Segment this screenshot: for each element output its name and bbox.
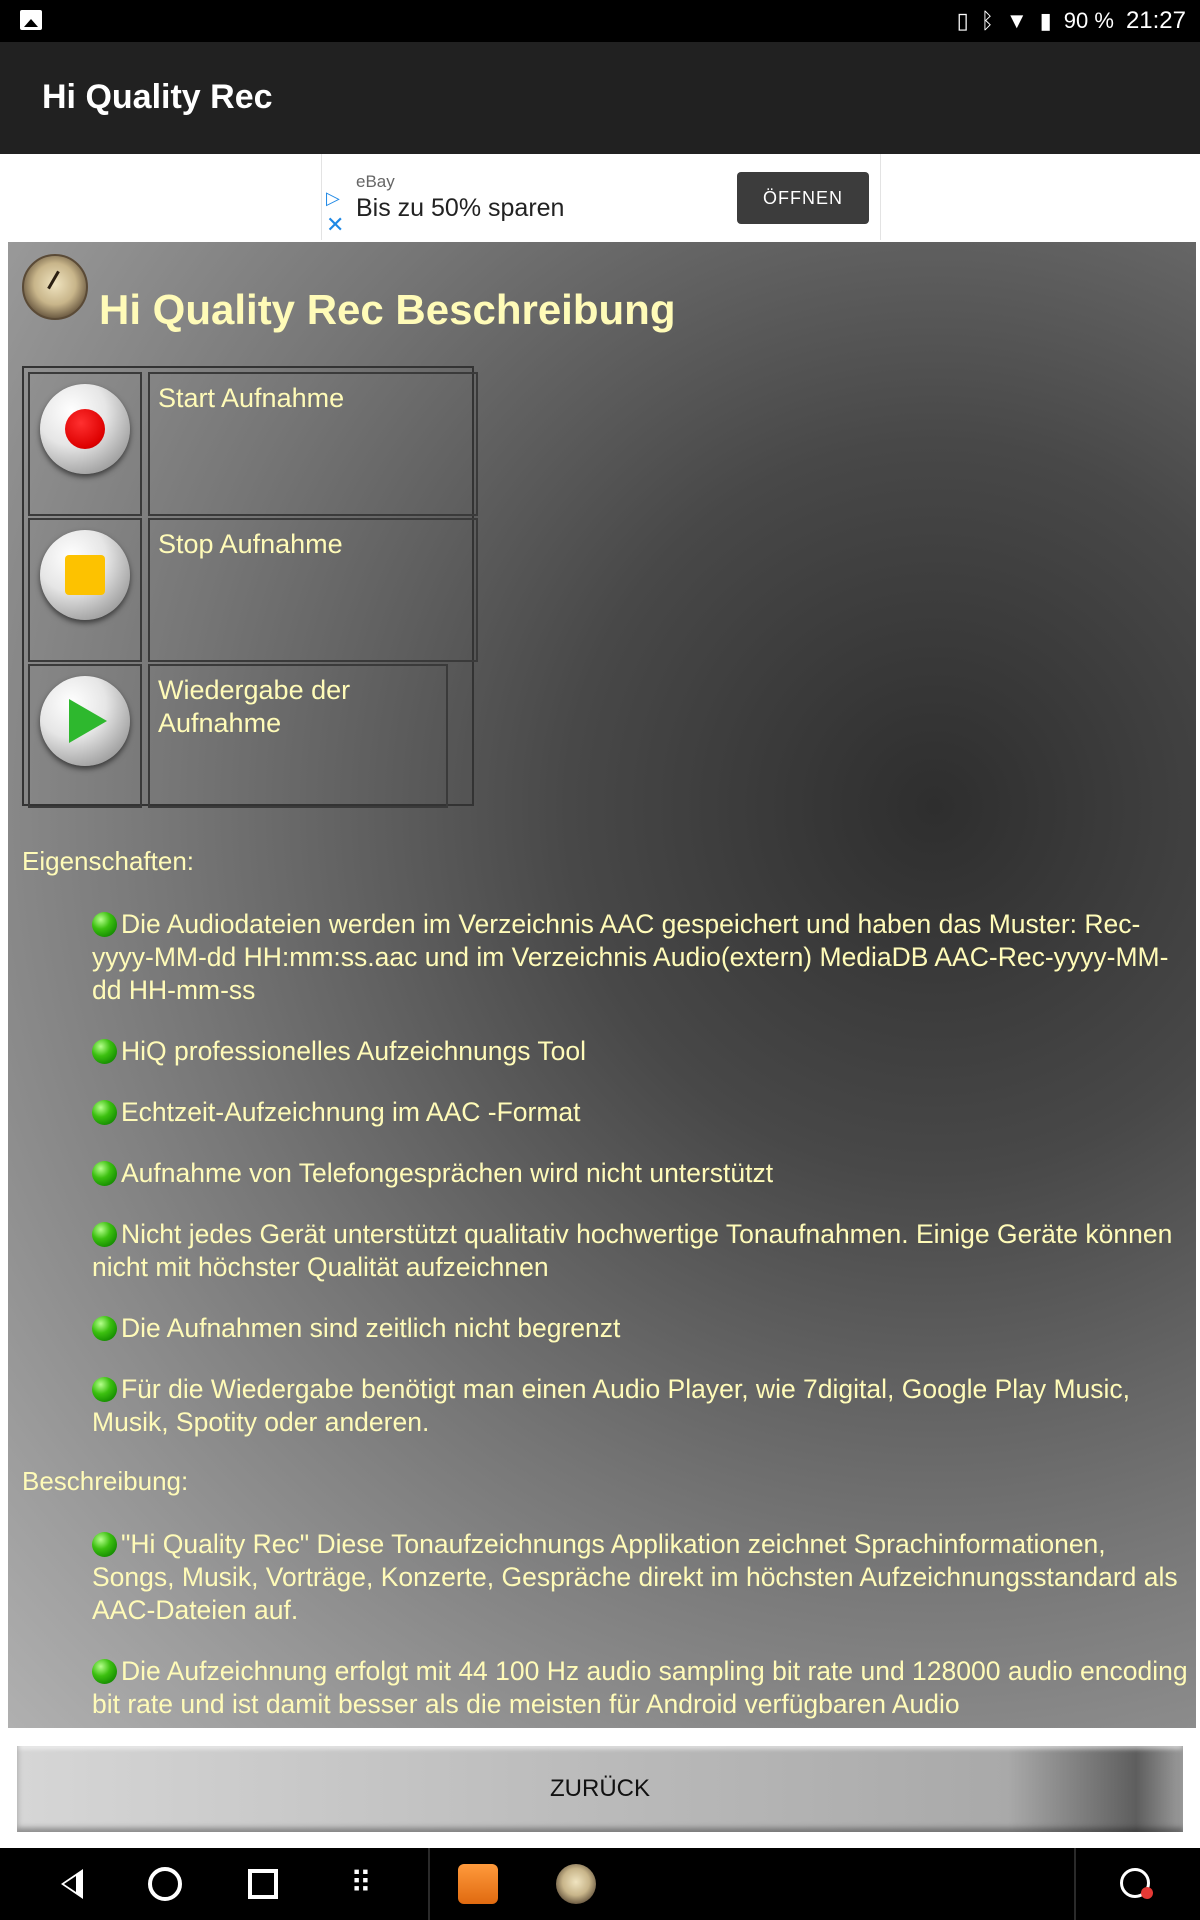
battery-icon: ▮	[1039, 8, 1052, 33]
status-right	[957, 0, 1186, 42]
image-icon	[20, 10, 42, 30]
list-item: Die Audiodateien werden im Verzeichnis AAC gespeichert und haben das Muster: Rec-yyyy-MM-dd HH:mm:ss.aac und im Verzeichnis Audio(extern) MediaDB AAC-Rec-yyyy-MM-dd HH-mm-ss	[92, 909, 1169, 1005]
app-bar	[0, 42, 1200, 154]
green-bullet-icon	[92, 1532, 117, 1557]
list-item: Aufnahme von Telefongesprächen wird nicht unterstützt	[92, 1157, 1192, 1190]
sim-icon: ▯	[956, 8, 969, 33]
list-item: Die Aufnahmen sind zeitlich nicht begrenzt	[92, 1312, 1192, 1345]
record-button[interactable]	[40, 384, 130, 474]
button-cell	[28, 372, 142, 516]
wifi-icon: ▼	[1005, 8, 1028, 33]
ad-headline[interactable]: Bis zu 50% sparen	[356, 194, 565, 222]
back-button-area	[0, 1728, 1200, 1848]
list-item: Nicht jedes Gerät unterstützt qualitativ hochwertige Tonaufnahmen. Einige Geräte können nicht mit höchster Qualität aufzeichnen	[92, 1219, 1173, 1282]
speedometer-icon[interactable]	[1120, 1868, 1150, 1898]
green-bullet-icon	[92, 1377, 117, 1402]
clock: 21:27	[1125, 7, 1186, 34]
green-bullet-icon	[92, 1161, 117, 1186]
button-label: Start Aufnahme	[148, 372, 478, 516]
ad-open-button[interactable]: ÖFFNEN	[737, 172, 869, 224]
play-button[interactable]	[40, 676, 130, 766]
app-title: Hi Quality Rec	[42, 78, 273, 116]
hi-quality-rec-app-icon[interactable]	[556, 1864, 596, 1904]
ad-brand: eBay	[356, 172, 395, 191]
back-button[interactable]: ZURÜCK	[17, 1746, 1183, 1832]
description-heading: Beschreibung:	[22, 1466, 189, 1496]
button-row-play	[28, 664, 468, 808]
nav-recents-icon[interactable]	[248, 1869, 278, 1899]
button-label: Stop Aufnahme	[148, 518, 478, 662]
green-bullet-icon	[92, 1316, 117, 1341]
green-bullet-icon	[92, 1100, 117, 1125]
page-title: Hi Quality Rec Beschreibung	[99, 286, 676, 333]
list-item: Echtzeit-Aufzeichnung im AAC -Format	[92, 1096, 1192, 1129]
green-bullet-icon	[92, 1659, 117, 1684]
battery-level: 90 %	[1063, 8, 1114, 33]
status-bar	[0, 0, 1200, 42]
close-icon[interactable]: ✕	[326, 212, 345, 237]
list-item: Für die Wiedergabe benötigt man einen Audio Player, wie 7digital, Google Play Music, Musik, Spotity oder anderen.	[92, 1374, 1131, 1437]
app-logo-icon	[22, 254, 88, 320]
properties-heading: Eigenschaften:	[22, 846, 195, 876]
record-icon	[65, 409, 105, 449]
control-buttons-table	[22, 366, 474, 806]
nav-back-icon[interactable]	[52, 1864, 92, 1904]
green-bullet-icon	[92, 912, 117, 937]
stop-button[interactable]	[40, 530, 130, 620]
list-item: Die Aufzeichnung erfolgt mit 44 100 Hz audio sampling bit rate und 128000 audio encoding bit rate und ist damit besser als die meisten für Android verfügbaren Audio	[92, 1656, 1188, 1719]
list-item: HiQ professionelles Aufzeichnungs Tool	[92, 1035, 1192, 1068]
ad-banner[interactable]	[321, 154, 881, 240]
bluetooth-icon: ᛒ	[980, 8, 994, 33]
nav-divider	[1074, 1848, 1076, 1920]
system-nav-bar	[0, 1848, 1200, 1920]
stop-icon	[65, 555, 105, 595]
button-cell	[28, 664, 142, 808]
play-icon	[69, 699, 107, 743]
adchoices-icon[interactable]: ▷	[326, 188, 340, 208]
green-bullet-icon	[92, 1222, 117, 1247]
button-cell	[28, 518, 142, 662]
properties-list	[92, 908, 1192, 1467]
pinned-app-icon[interactable]	[458, 1864, 498, 1904]
description-content[interactable]	[8, 242, 1196, 1728]
button-row-stop	[28, 518, 468, 662]
button-label: Wiedergabe der Aufnahme	[148, 664, 448, 808]
app-drawer-icon[interactable]: ⠿	[350, 1867, 372, 1900]
list-item: "Hi Quality Rec" Diese Tonaufzeichnungs Applikation zeichnet Sprachinformationen, Songs, Musik, Vorträge, Konzerte, Gespräche direkt im höchsten Aufzeichnungsstandard als AAC-Dateien auf.	[92, 1529, 1178, 1625]
nav-divider	[428, 1848, 430, 1920]
description-list	[92, 1528, 1192, 1728]
nav-home-icon[interactable]	[148, 1867, 182, 1901]
green-bullet-icon	[92, 1039, 117, 1064]
button-row-start	[28, 372, 468, 516]
